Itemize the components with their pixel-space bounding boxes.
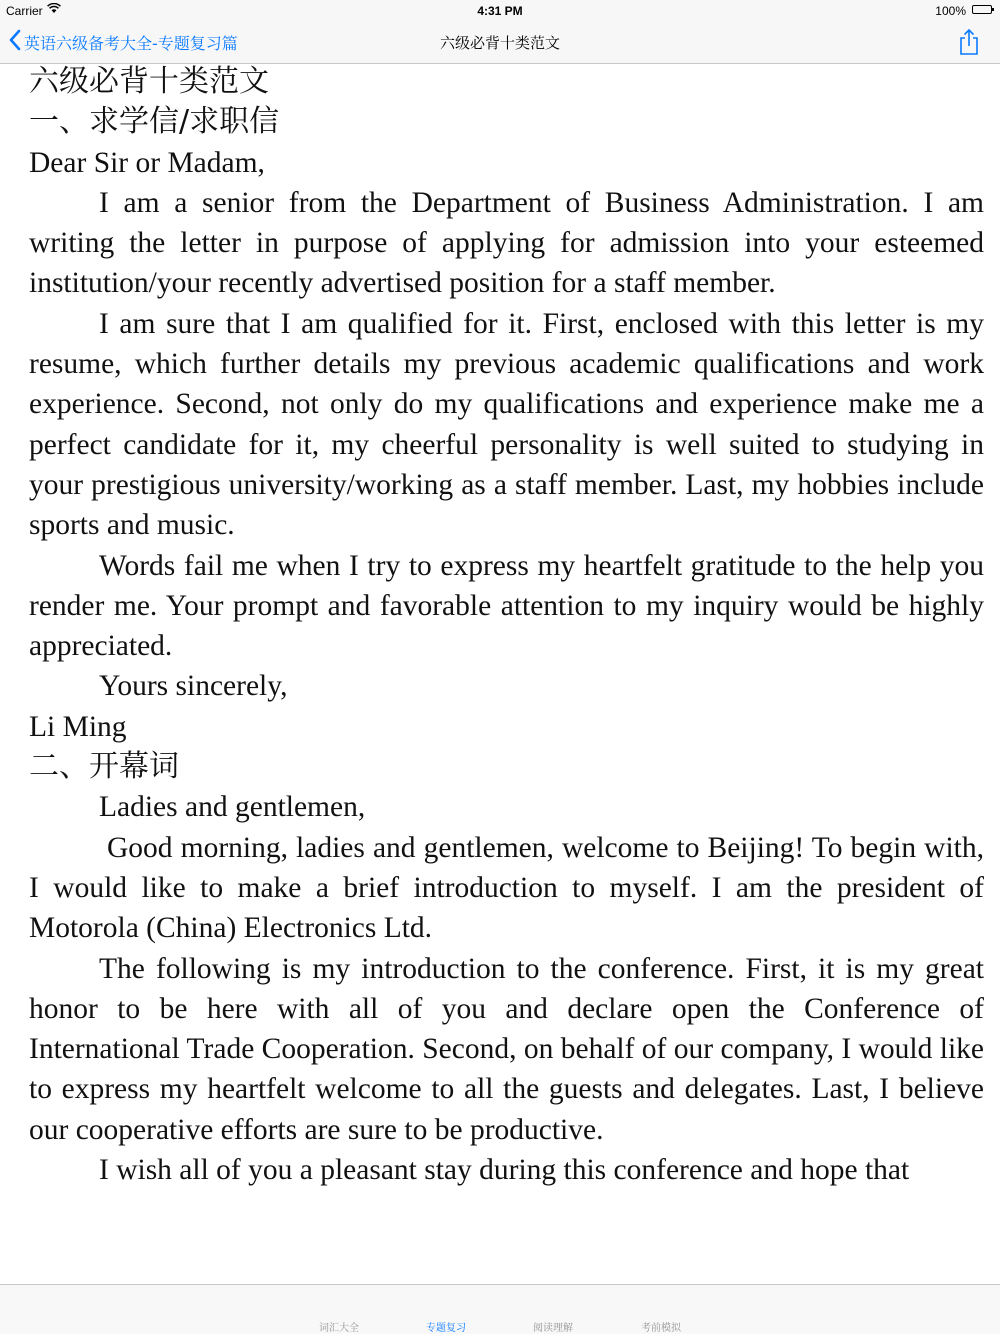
back-button-label: 英语六级备考大全-专题复习篇: [24, 33, 238, 53]
letter-greeting: Dear Sir or Madam,: [29, 146, 265, 179]
letter-signature: Li Ming: [29, 710, 127, 743]
page-title: 六级必背十类范文: [439, 34, 560, 52]
carrier-label: Carrier: [6, 4, 43, 18]
tab-mock-exam[interactable]: 考前模拟: [641, 1323, 681, 1334]
paragraph: I wish all of you a pleasant stay during this conference and hope that: [99, 1154, 910, 1187]
tab-topic-review[interactable]: 专题复习: [426, 1323, 466, 1334]
article-title: 六级必背十类范文: [29, 64, 269, 99]
battery-icon: [972, 5, 992, 14]
paragraph: The following is my introduction to the conference. First, it is my great honor to be here with all of you and declare open the Conference of International Trade Cooperation. Second, on behalf of our company, I would like to express my heartfelt welcome to all the guests and delegates. Last, I believe our cooperative efforts are sure to be productive.: [29, 952, 984, 1146]
tab-reading[interactable]: 阅读理解: [533, 1323, 573, 1334]
paragraph: Good morning, ladies and gentlemen, welcome to Beijing! To begin with, I would like to make a brief introduction to myself. I am the president of Motorola (China) Electronics Ltd.: [29, 831, 984, 945]
status-time: 4:31 PM: [477, 4, 523, 18]
article-content: [29, 62, 984, 1284]
section-heading: 一、求学信/求职信: [29, 104, 280, 140]
navigation-bar: [0, 22, 1000, 64]
section-heading: 二、开幕词: [29, 749, 179, 785]
speech-greeting: Ladies and gentlemen,: [99, 791, 366, 824]
tab-vocabulary[interactable]: 词汇大全: [319, 1323, 359, 1334]
chevron-left-icon: [8, 29, 22, 56]
paragraph: I am sure that I am qualified for it. First, enclosed with this letter is my resume, which further details my previous academic qualifications and work experience. Second, not only do my qualifications and experience make me a perfect candidate for it, my cheerful personality is well suited to studying in your prestigious university/working as a staff member. Last, my hobbies include sports and music.: [29, 307, 984, 542]
paragraph: Words fail me when I try to express my heartfelt gratitude to the help you render me. Your prompt and favorable attention to my inquiry would be highly appreciated.: [29, 549, 984, 663]
paragraph: I am a senior from the Department of Business Administration. I am writing the letter in purpose of applying for admission into your esteemed institution/your recently advertised position for a staff member.: [29, 186, 984, 300]
tab-bar: [0, 1284, 1000, 1334]
letter-closing: Yours sincerely,: [99, 670, 288, 703]
battery-percentage: 100%: [935, 4, 966, 18]
back-button[interactable]: [8, 29, 238, 55]
share-icon[interactable]: [958, 28, 980, 56]
status-bar: [0, 0, 1000, 22]
